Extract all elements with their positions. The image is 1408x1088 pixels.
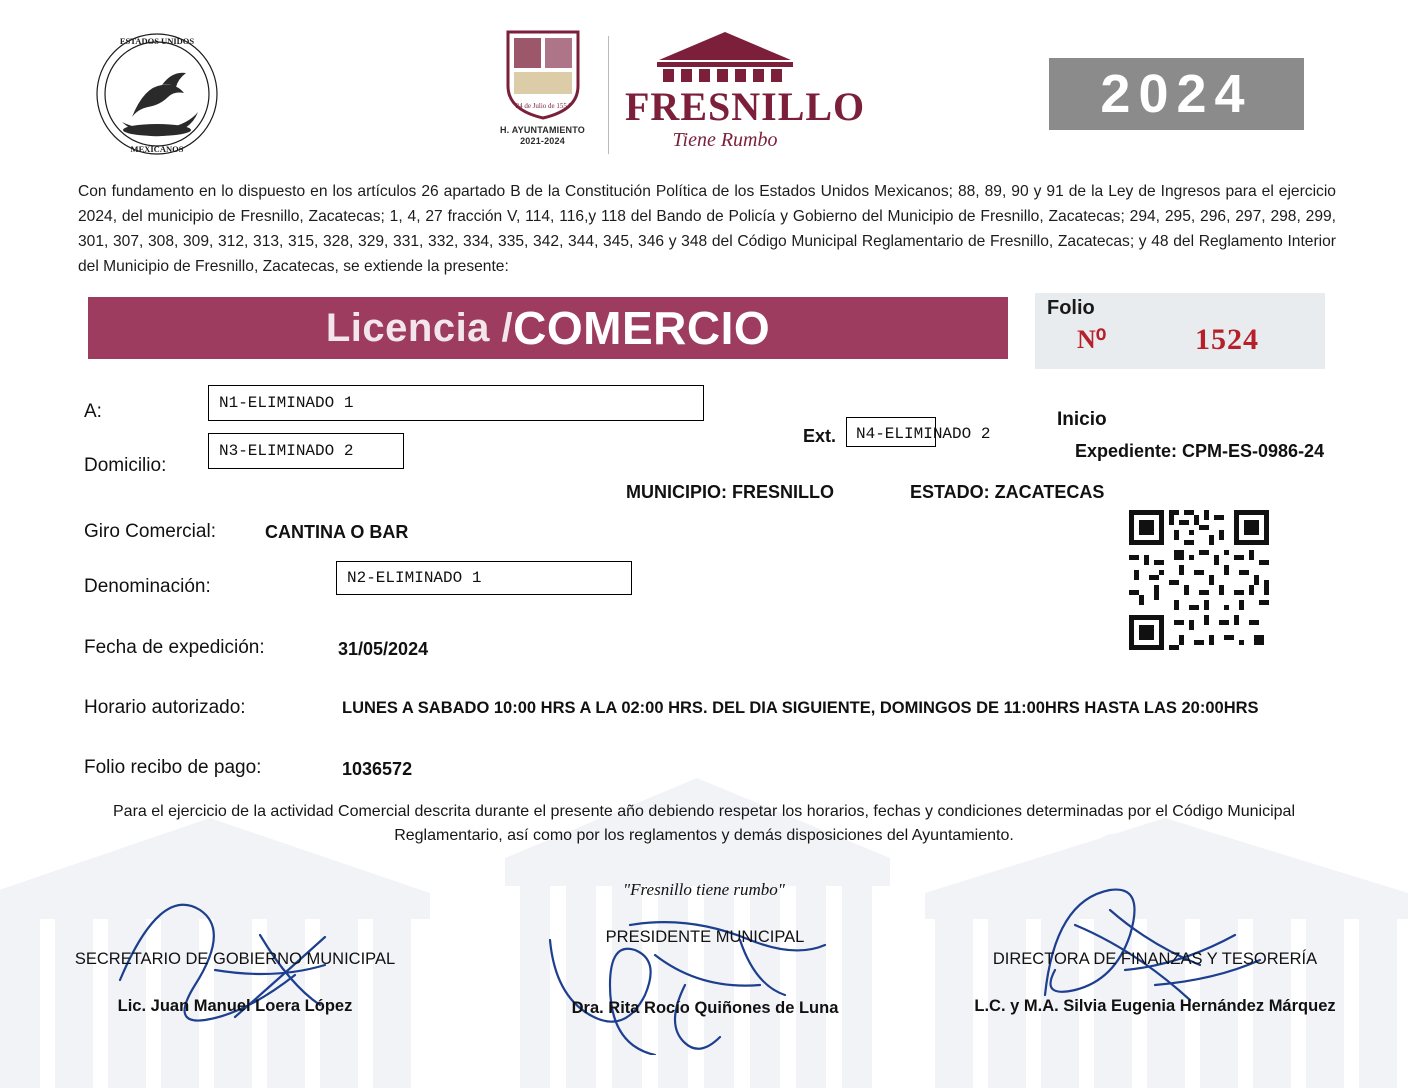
horario-value: LUNES A SABADO 10:00 HRS A LA 02:00 HRS. DEL DIA SIGUIENTE, DOMINGOS DE 11:00HRS HASTA LAS 20:00HRS — [342, 699, 1259, 717]
license-title-prefix: Licencia / — [325, 305, 514, 350]
fecha-expedicion-label: Fecha de expedición: — [84, 637, 265, 658]
giro-label: Giro Comercial: — [84, 521, 216, 542]
year-badge: 2024 — [1049, 58, 1304, 130]
signature-secretario — [20, 950, 450, 1016]
fresnillo-building-icon — [635, 30, 815, 82]
mexico-coat-of-arms-icon — [62, 22, 252, 167]
title-row — [0, 289, 1408, 367]
license-title-band — [88, 297, 1008, 359]
folio-label: Folio — [1047, 297, 1095, 319]
activity-note — [72, 800, 1336, 848]
signature-name: Dra. Rita Rocío Quiñones de Luna — [571, 999, 839, 1017]
legal-basis-paragraph — [78, 179, 1336, 279]
folio-number-symbol: N⁰ — [1077, 325, 1107, 354]
fecha-expedicion-value: 31/05/2024 — [338, 639, 429, 659]
signature-tesoreria — [930, 950, 1380, 1016]
folio-box — [1035, 293, 1325, 369]
svg-text:24 de Julio de 1554: 24 de Julio de 1554 — [515, 102, 570, 110]
recipient-value-redacted: N1-ELIMINADO 1 — [208, 385, 704, 421]
signature-area — [0, 880, 1408, 1080]
address-label: Domicilio: — [84, 455, 167, 476]
folio-recibo-label: Folio recibo de pago: — [84, 757, 262, 778]
folio-number-value: 1524 — [1195, 323, 1259, 356]
fresnillo-tagline: Tiene Rumbo — [672, 129, 778, 151]
ext-value-text: N4-ELIMINADO 2 — [856, 425, 991, 443]
qr-code-icon — [1124, 505, 1274, 655]
legal-basis-text: Con fundamento en lo dispuesto en los artículos 26 apartado B de la Constitución Política de los Estados Unidos Mexicanos; 88, 89, 90 y 91 de la Ley de Ingresos para el ejercicio 2024, del municipio de Fresnillo, Zacatecas; 1, 4, 27 fracción V, 114, 116,y 118 del Bando de Policía y Gobierno del Municipio de Fresnillo, Zacatecas; 294, 295, 296, 297, 298, 299, 301, 307, 308, 309, 312, 313, 315, 328, 329, 331, 332, 334, 335, 342, 344, 345, 346 y 348 del Código Municipal Reglamentario de Fresnillo, Zacatecas; y 48 del Reglamento Interior del Municipio de Fresnillo, Zacatecas, se extiende la presente: — [78, 183, 1336, 275]
svg-text:MEXICANOS: MEXICANOS — [130, 144, 184, 154]
svg-text:ESTADOS UNIDOS: ESTADOS UNIDOS — [119, 36, 195, 46]
shield-icon — [504, 28, 582, 120]
fresnillo-logo — [625, 30, 866, 152]
document-header — [0, 0, 1408, 175]
denominacion-label: Denominación: — [84, 576, 211, 597]
slogan-quote: "Fresnillo tiene rumbo" — [623, 880, 785, 899]
municipio-value: MUNICIPIO: FRESNILLO — [626, 482, 834, 502]
license-title-main: COMERCIO — [513, 302, 771, 354]
recipient-label: A: — [84, 401, 102, 422]
folio-recibo-value: 1036572 — [342, 759, 413, 779]
shield-ayuntamiento-label: H. AYUNTAMIENTO — [499, 125, 585, 135]
denominacion-value-redacted: N2-ELIMINADO 1 — [336, 561, 632, 595]
expediente-label: Expediente: CPM-ES-0986-24 — [1075, 441, 1325, 461]
signature-role: SECRETARIO DE GOBIERNO MUNICIPAL — [74, 950, 396, 968]
header-divider — [608, 36, 609, 154]
signature-role: DIRECTORA DE FINANZAS Y TESORERÍA — [992, 950, 1318, 968]
municipal-shield — [490, 28, 595, 158]
ext-label: Ext. — [803, 426, 837, 446]
signature-name: L.C. y M.A. Silvia Eugenia Hernández Márquez — [974, 997, 1336, 1015]
activity-note-text: Para el ejercicio de la actividad Comercial descrita durante el presente año debiendo respetar los horarios, fechas y condiciones determinadas por el Código Municipal Reglamentario, así como por los reglamentos y demás disposiciones del Ayuntamiento. — [113, 803, 1295, 844]
address-value-redacted: N3-ELIMINADO 2 — [208, 433, 404, 469]
signature-role: PRESIDENTE MUNICIPAL — [605, 928, 805, 946]
shield-period-label: 2021-2024 — [520, 136, 565, 147]
inicio-label: Inicio — [1057, 409, 1107, 430]
fresnillo-wordmark: FRESNILLO — [625, 84, 866, 129]
giro-value: CANTINA O BAR — [265, 522, 409, 542]
signature-presidente — [490, 928, 920, 1018]
estado-value: ESTADO: ZACATECAS — [910, 482, 1105, 502]
signature-name: Lic. Juan Manuel Loera López — [117, 997, 353, 1015]
horario-label: Horario autorizado: — [84, 697, 246, 718]
